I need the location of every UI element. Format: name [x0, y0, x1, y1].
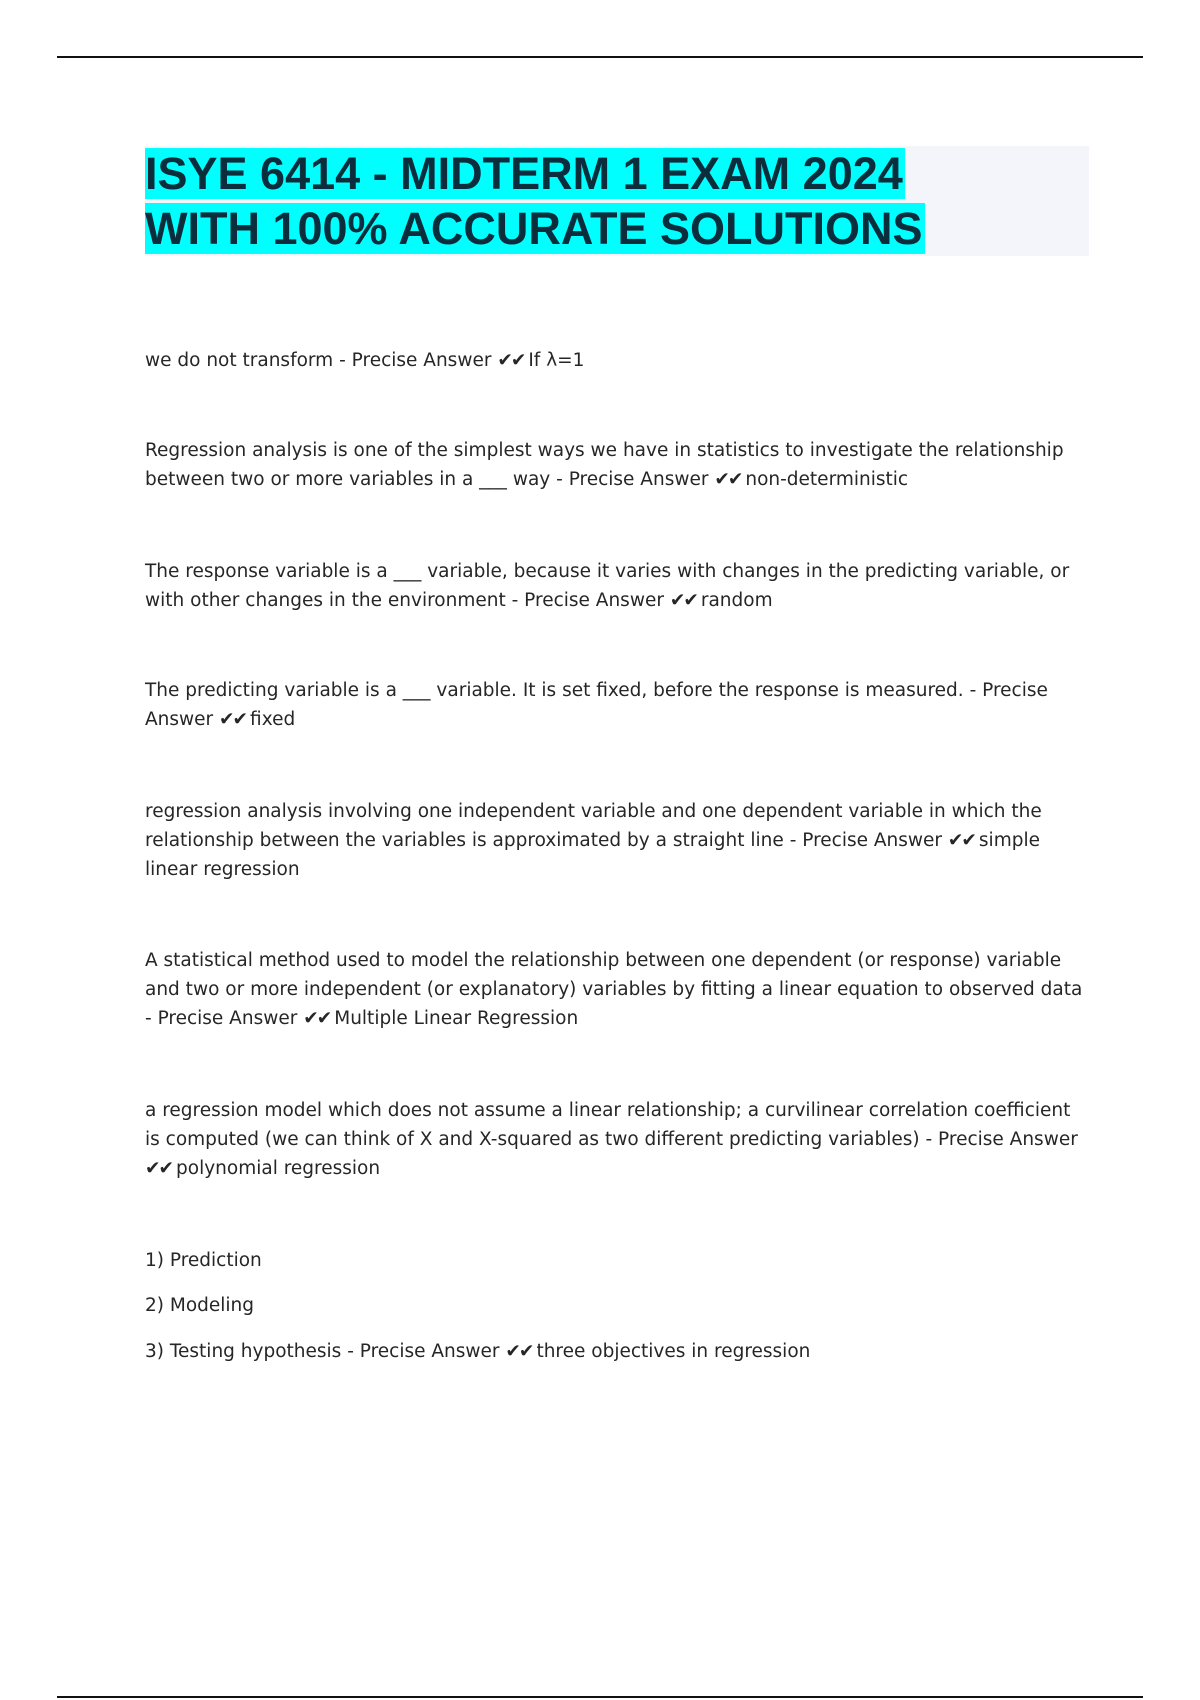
objectives-list-item-3: 3) Testing hypothesis - Precise Answer ✔✔ three objectives in regression	[145, 1341, 811, 1362]
qa-question: a regression model which does not assume a linear relationship; a curvilinear correlation coefficient is computed (we can think of X and X-squared as two different predicting variables)	[145, 1100, 1071, 1150]
answer-marker: Precise Answer	[568, 469, 709, 490]
answer-marker: Precise Answer	[524, 590, 664, 611]
title-line-1: ISYE 6414 - MIDTERM 1 EXAM 2024	[145, 148, 903, 199]
qa-item: we do not transform - Precise Answer ✔✔ If λ=1	[145, 350, 585, 371]
title-block	[145, 146, 1089, 256]
qa-question: A statistical method used to model the relationship between one dependent (or response) variable and two or more independent (or explanatory) variables by fitting a linear equation to observed data	[145, 950, 1083, 1000]
qa-question: The response variable is a ___ variable, because it varies with changes in the predicting variable, or with other changes in the environment	[145, 561, 1070, 611]
qa-answer: non-deterministic	[745, 469, 909, 490]
qa-answer: fixed	[250, 709, 296, 730]
double-check-icon: ✔✔	[497, 350, 525, 371]
double-check-icon: ✔✔	[219, 709, 247, 730]
qa-item: regression analysis involving one independent variable and one dependent variable in which the relationship between the variables is approximated by a straight line - Precise Answer ✔✔ simple linear regression	[145, 801, 1042, 880]
objectives-list-item-1: 1) Prediction	[145, 1250, 262, 1271]
qa-item: The predicting variable is a ___ variable. It is set fixed, before the response is measured. - Precise Answer ✔✔ fixed	[145, 680, 1048, 730]
qa-question: we do not transform	[145, 350, 334, 371]
double-check-icon: ✔✔	[145, 1158, 173, 1179]
answer-marker: Precise Answer	[351, 350, 492, 371]
double-check-icon: ✔✔	[303, 1008, 331, 1029]
title-line-2: WITH 100% ACCURATE SOLUTIONS	[145, 203, 923, 254]
qa-question: regression analysis involving one independent variable and one dependent variable in which the relationship between the variables is approximated by a straight line	[145, 801, 1042, 851]
double-check-icon: ✔✔	[505, 1341, 533, 1362]
qa-item: Regression analysis is one of the simplest ways we have in statistics to investigate the relationship between two or more variables in a ___ way - Precise Answer ✔✔ non-deterministic	[145, 440, 1064, 490]
qa-question: The predicting variable is a ___ variable. It is set fixed, before the response is measured.	[145, 680, 964, 701]
qa-answer: simple linear regression	[145, 830, 1040, 880]
qa-item: a regression model which does not assume a linear relationship; a curvilinear correlation coefficient is computed (we can think of X and X-squared as two different predicting variables) - Precise Answer ✔✔ polynomial regression	[145, 1100, 1078, 1179]
answer-marker: Precise Answer	[157, 1008, 298, 1029]
qa-answer: Multiple Linear Regression	[334, 1008, 579, 1029]
double-check-icon: ✔✔	[669, 590, 697, 611]
answer-marker: Precise Answer	[938, 1129, 1078, 1150]
qa-item: A statistical method used to model the relationship between one dependent (or response) variable and two or more independent (or explanatory) variables by fitting a linear equation to observed data - Precise Answer ✔✔ Multiple Linear Regression	[145, 950, 1083, 1029]
qa-question: 3) Testing hypothesis	[145, 1341, 342, 1362]
qa-answer: random	[700, 590, 773, 611]
top-rule	[57, 56, 1143, 58]
document-title	[145, 146, 1089, 256]
double-check-icon: ✔✔	[714, 469, 742, 490]
double-check-icon: ✔✔	[947, 830, 975, 851]
qa-question: Regression analysis is one of the simplest ways we have in statistics to investigate the relationship between two or more variables in a ___ way	[145, 440, 1064, 490]
bottom-rule	[57, 1696, 1143, 1698]
answer-marker: Precise Answer	[145, 680, 1048, 730]
qa-answer: three objectives in regression	[536, 1341, 811, 1362]
answer-marker: Precise Answer	[802, 830, 943, 851]
answer-marker: Precise Answer	[359, 1341, 500, 1362]
qa-answer: polynomial regression	[176, 1158, 381, 1179]
objectives-list-item-2: 2) Modeling	[145, 1295, 255, 1316]
qa-item: The response variable is a ___ variable, because it varies with changes in the predicting variable, or with other changes in the environment - Precise Answer ✔✔ random	[145, 561, 1070, 611]
qa-answer: If λ=1	[528, 350, 585, 371]
